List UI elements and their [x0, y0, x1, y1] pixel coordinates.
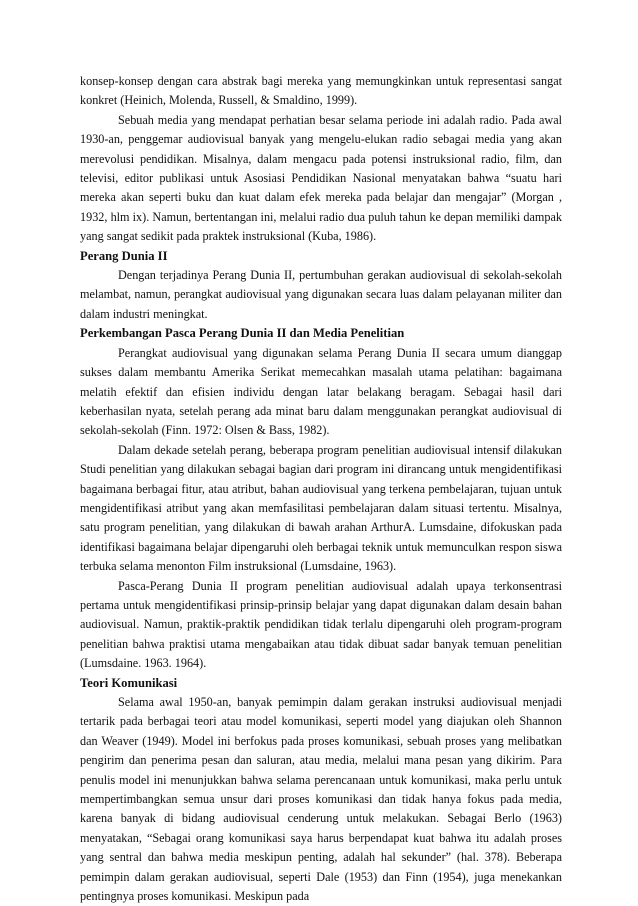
heading-teori-komunikasi: Teori Komunikasi — [80, 675, 178, 690]
heading-pasca-perang: Perkembangan Pasca Perang Dunia II dan Media Penelitian — [80, 326, 405, 341]
paragraph-pasca-perang-2: Dalam dekade setelah perang, beberapa program penelitian audiovisual intensif dilakukan Studi penelitian yang dilakukan sebagai bagian dari program ini dirancang untuk mengidentifikasi bagaimana berbagai fitur, atau atribut, bahan audiovisual yang terkena pembelajaran, tujuan untuk mengidentifikasi atribut yang akan memfasilitasi pembelajaran dalam situasi tertentu. Misalnya, satu program penelitian, yang dilakukan di bawah arahan ArthurA. Lumsdaine, difokuskan pada identifikasi bagaimana belajar dipengaruhi oleh berbagai teknik untuk memunculkan respon siswa terbuka selama menonton Film instruksional (Lumsdaine, 1963). — [80, 442, 562, 574]
paragraph-radio: Sebuah media yang mendapat perhatian besar selama periode ini adalah radio. Pada awal 1930-an, penggemar audiovisual banyak yang mengelu-elukan radio sebagai media yang akan merevolusi pendidikan. Misalnya, dalam mengacu pada potensi instruksional radio, film, dan televisi, editor publikasi untuk Asosiasi Pendidikan Nasional menyatakan bahwa “suatu hari mereka akan seperti buku dan kuat dalam efek mereka pada belajar dan mengajar” (Morgan , 1932, hlm ix). Namun, bertentangan ini, melalui radio dua puluh tahun ke depan memiliki dampak yang sangat sedikit pada praktek instruksional (Kuba, 1986). — [80, 112, 562, 244]
paragraph-intro-continuation: konsep-konsep dengan cara abstrak bagi mereka yang memungkinkan untuk representasi sangat konkret (Heinich, Molenda, Russell, & Smaldino, 1999). — [80, 74, 562, 108]
paragraph-perang-dunia-ii: Dengan terjadinya Perang Dunia II, pertumbuhan gerakan audiovisual di sekolah-sekolah melambat, namun, perangkat audiovisual yang digunakan secara luas dalam pelayanan militer dan dalam industri meningkat. — [80, 268, 562, 321]
paragraph-pasca-perang-3: Pasca-Perang Dunia II program penelitian audiovisual adalah upaya terkonsentrasi pertama untuk mengidentifikasi prinsip-prinsip belajar yang dapat digunakan dalam desain bahan audiovisual. Namun, praktik-praktik pendidikan tidak terlalu dipengaruhi oleh program-program penelitian bahwa praktisi utama mengabaikan atau tidak dibuat sadar banyak temuan penelitian (Lumsdaine. 1963. 1964). — [80, 578, 562, 671]
paragraph-teori-komunikasi: Selama awal 1950-an, banyak pemimpin dalam gerakan instruksi audiovisual menjadi tertarik pada berbagai teori atau model komunikasi, seperti model yang diajukan oleh Shannon dan Weaver (1949). Model ini berfokus pada proses komunikasi, sebuah proses yang melibatkan pengirim dan penerima pesan dan saluran, atau media, melalui mana pesan yang dikirim. Para penulis model ini menunjukkan bahwa selama perencanaan untuk komunikasi, maka perlu untuk mempertimbangkan semua unsur dari proses komunikasi dan tidak hanya fokus pada media, karena banyak di bidang audiovisual cenderung untuk melakukan. Sebagai Berlo (1963) menyatakan, “Sebagai orang komunikasi saya harus berpendapat kuat bahwa itu adalah proses yang sentral dan bahwa media meskipun penting, adalah hal sekunder” (hal. 378). Beberapa pemimpin dalam gerakan audiovisual, seperti Dale (1953) dan Finn (1954), juga menekankan pentingnya proses komunikasi. Meskipun pada — [80, 695, 562, 904]
paragraph-pasca-perang-1: Perangkat audiovisual yang digunakan selama Perang Dunia II secara umum dianggap sukses dalam membantu Amerika Serikat memecahkan masalah utama pelatihan: bagaimana melatih efektif dan efisien individu dengan latar belakang beragam. Sebagai hasil dari keberhasilan nyata, setelah perang ada minat baru dalam menggunakan perangkat audiovisual di sekolah-sekolah (Finn. 1972: Olsen & Bass, 1982). — [80, 345, 562, 438]
heading-perang-dunia-ii: Perang Dunia II — [80, 248, 168, 263]
